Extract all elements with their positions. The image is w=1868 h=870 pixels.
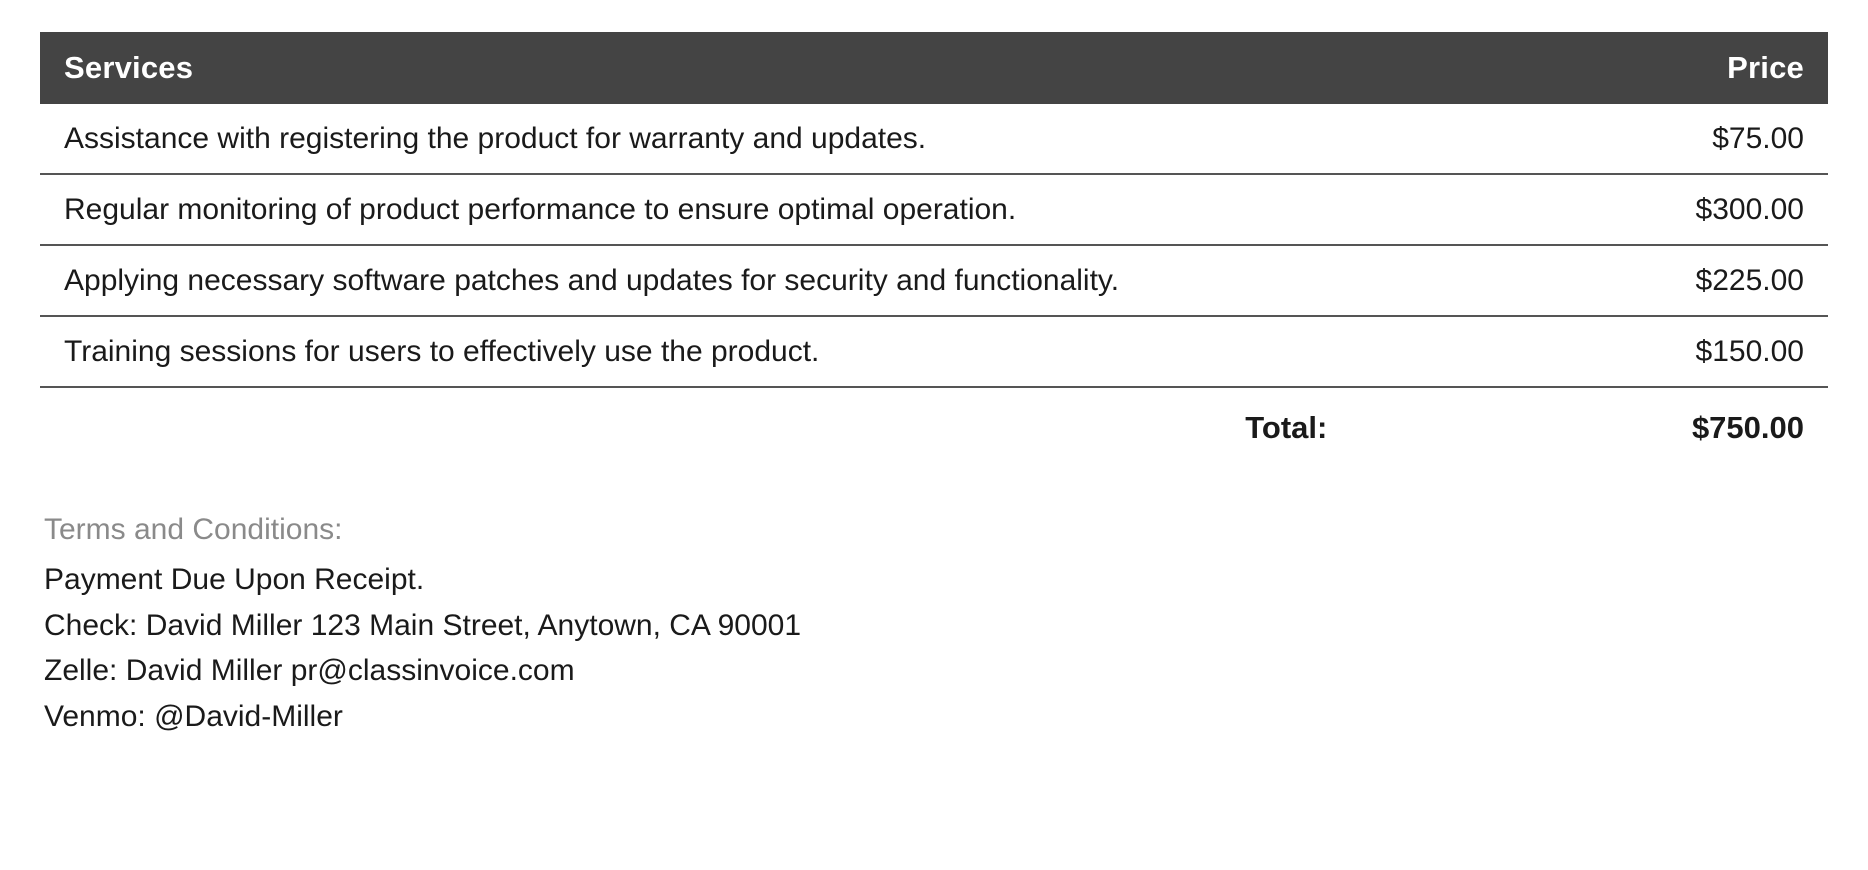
terms-line-zelle: Zelle: David Miller pr@classinvoice.com	[44, 654, 575, 688]
service-description: Regular monitoring of product performance to ensure optimal operation.	[40, 174, 1327, 245]
column-header-price: Price	[1327, 32, 1828, 104]
total-label: Total:	[1245, 410, 1328, 445]
terms-line-check: Check: David Miller 123 Main Street, Anytown, CA 90001	[44, 608, 802, 642]
table-row	[40, 174, 1828, 245]
table-row	[40, 245, 1828, 316]
service-description: Applying necessary software patches and updates for security and functionality.	[40, 245, 1327, 316]
services-table-header	[40, 32, 1828, 104]
service-price: $150.00	[1327, 316, 1828, 387]
terms-line-venmo: Venmo: @David-Miller	[44, 699, 343, 733]
services-table	[40, 32, 1828, 463]
service-price: $300.00	[1327, 174, 1828, 245]
total-row	[40, 387, 1828, 463]
service-price: $75.00	[1327, 104, 1828, 174]
service-description: Training sessions for users to effectively use the product.	[40, 316, 1327, 387]
terms-line-payment: Payment Due Upon Receipt.	[44, 563, 425, 596]
table-row	[40, 104, 1828, 174]
terms-and-conditions	[40, 513, 1828, 739]
services-table-body	[40, 104, 1828, 463]
service-description: Assistance with registering the product for warranty and updates.	[40, 104, 1327, 174]
service-price: $225.00	[1327, 245, 1828, 316]
total-value: $750.00	[1691, 410, 1804, 445]
table-header-row	[40, 32, 1828, 104]
terms-title: Terms and Conditions:	[44, 513, 343, 546]
table-row	[40, 316, 1828, 387]
column-header-services: Services	[40, 32, 1327, 104]
